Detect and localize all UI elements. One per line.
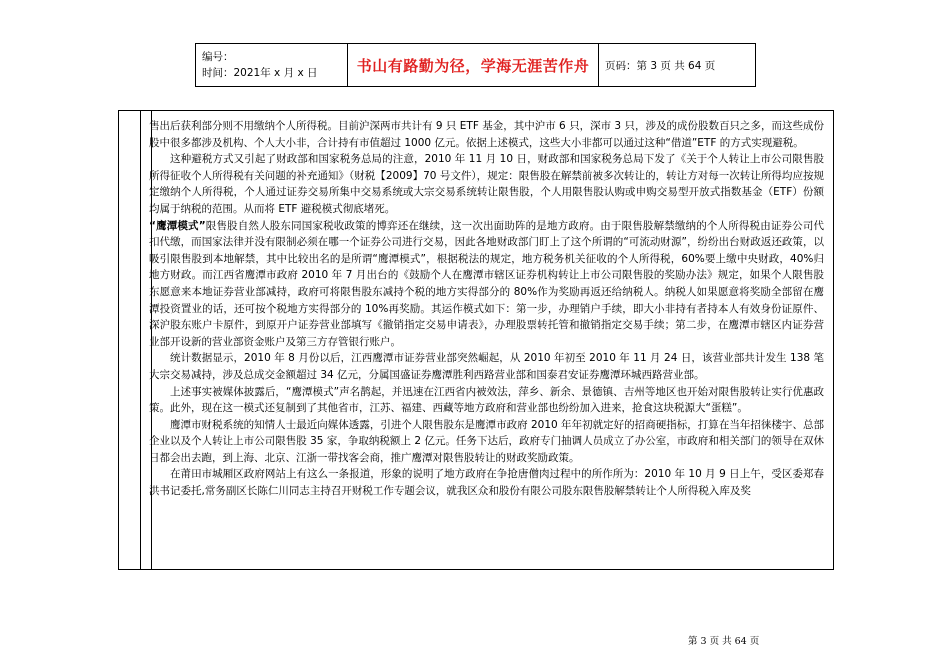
paragraph-text: 限售股自然人股东同国家税收政策的博弈还在继续，这一次出面助阵的是地方政府。由于限售股解禁缴纳的个人所得税由证券公司代扣代缴，而国家法律并没有限制必须在哪一个证券公司进行交易，因此各地财政部门盯上了这个所谓的“可流动财源”，纷纷出台财政返还政策，以吸引限售股到本地解禁，其中比较出名的是所谓“鹰潭模式”，根据税法的规定，地方税务机关征收的个人所得税，60%要上缴中央财政，40%归地方财政。而江西省鹰潭市政府 2010 年 7 月出台的《鼓励个人在鹰潭市辖区证券机构转让上市公司限售股的奖励办法》规定，如果个人限售股东愿意来本地证券营业部减持，政府可将限售股东减持个税的地方实得部分的 80%作为奖励再返还给纳税人。纳税人如果愿意将奖励全部留在鹰潭投资置业的话，还可按个税地方实得部分的 10%再奖励。其运作模式如下：第一步，办理销户手续，即大小非持有者持本人有效身份证原件、深沪股东账户卡原件，到原开户证券营业部填写《撤销指定交易申请表》，办理股票转托管和撤销指定交易手续；第二步，在鹰潭市辖区内证券营业部开设新的营业部资金账户及第三方存管银行账户。: [149, 219, 825, 348]
paragraph: [149, 218, 824, 351]
content-text: [149, 118, 824, 500]
paragraph: 上述事实被媒体披露后，“鹰潭模式”声名鹊起，并迅速在江西省内被效法，萍乡、新余、景德镇、吉州等地区也开始对限售股转让实行优惠政策。此外，现在这一模式还复制到了其他省市，江苏、福建、西藏等地方政府和营业部也纷纷加入进来，抢食这块税源大“蛋糕”。: [149, 385, 824, 415]
document-time-label: 时间：2021年 x 月 x 日: [202, 67, 318, 79]
paragraph-keyword: “鹰潭模式”: [149, 219, 206, 232]
page-footer: 第 3 页 共 64 页: [688, 636, 760, 647]
content-table: [118, 110, 834, 570]
header-meta-cell: [196, 44, 348, 87]
paragraph: 在莆田市城厢区政府网站上有这么一条报道，形象的说明了地方政府在争抢唐僧肉过程中的所作所为：2010 年 10 月 9 日上午，受区委郑春洪书记委托,常务副区长陈仁川同志主持召开财税工作专题会议，就我区众和股份有限公司股东限售股解禁转让个人所得税入库及奖: [149, 468, 824, 498]
header-motto: 书山有路勤为径，学海无涯苦作舟: [348, 44, 599, 87]
paragraph: 统计数据显示，2010 年 8 月份以后，江西鹰潭市证券营业部突然崛起，从 2010 年初至 2010 年 11 月 24 日，该营业部共计发生 138 笔大宗交易减持，涉及总成交金额超过 34 亿元，分属国盛证券鹰潭胜利西路营业部和国泰君安证券鹰潭环城西路营业部。: [149, 352, 824, 381]
paragraph: 这种避税方式又引起了财政部和国家税务总局的注意，2010 年 11 月 10 日，财政部和国家税务总局下发了《关于个人转让上市公司限售股所得征收个人所得税有关问题的补充通知》（财税【2009】70 号文件），规定：限售股在解禁前被多次转让的，转让方对每一次转让所得均应按规定缴纳个人所得税，个人通过证券交易所集中交易系统或大宗交易系统转让限售股，个人用限售股认购或申购交易型开放式指数基金（ETF）份额均属于纳税的范围。从而将 ETF 避税模式彻底堵死。: [149, 153, 824, 215]
paragraph: 鹰潭市财税系统的知情人士最近向媒体透露，引进个人限售股东是鹰潭市政府 2010 年年初就定好的招商硬指标，打算在当年招徕楼宇、总部企业以及个人转让上市公司限售股 35 家，争取纳税额上 2 亿元。任务下达后，政府专门抽调人员成立了办公室，市政府和相关部门的领导在双休日都会出去跑，到上海、北京、江浙一带找客会商，推广鹰潭对限售股转让的财政奖励政策。: [149, 418, 824, 464]
document-number-label: 编号：: [202, 51, 234, 63]
header-page-code: 页码：第 3 页 共 64 页: [599, 44, 756, 87]
paragraph: 售出后获利部分则不用缴纳个人所得税。目前沪深两市共计有 9 只 ETF 基金，其中沪市 6 只，深市 3 只，涉及的成份股数百只之多，而这些成份股中很多都涉及机构、个人大小非，合计持有市值超过 1000 亿元。依据上述模式，这些大小非都可以通过这种“借道”ETF 的方式实现避税。: [149, 120, 824, 149]
column-divider: [140, 111, 141, 569]
header-table: [195, 43, 756, 87]
